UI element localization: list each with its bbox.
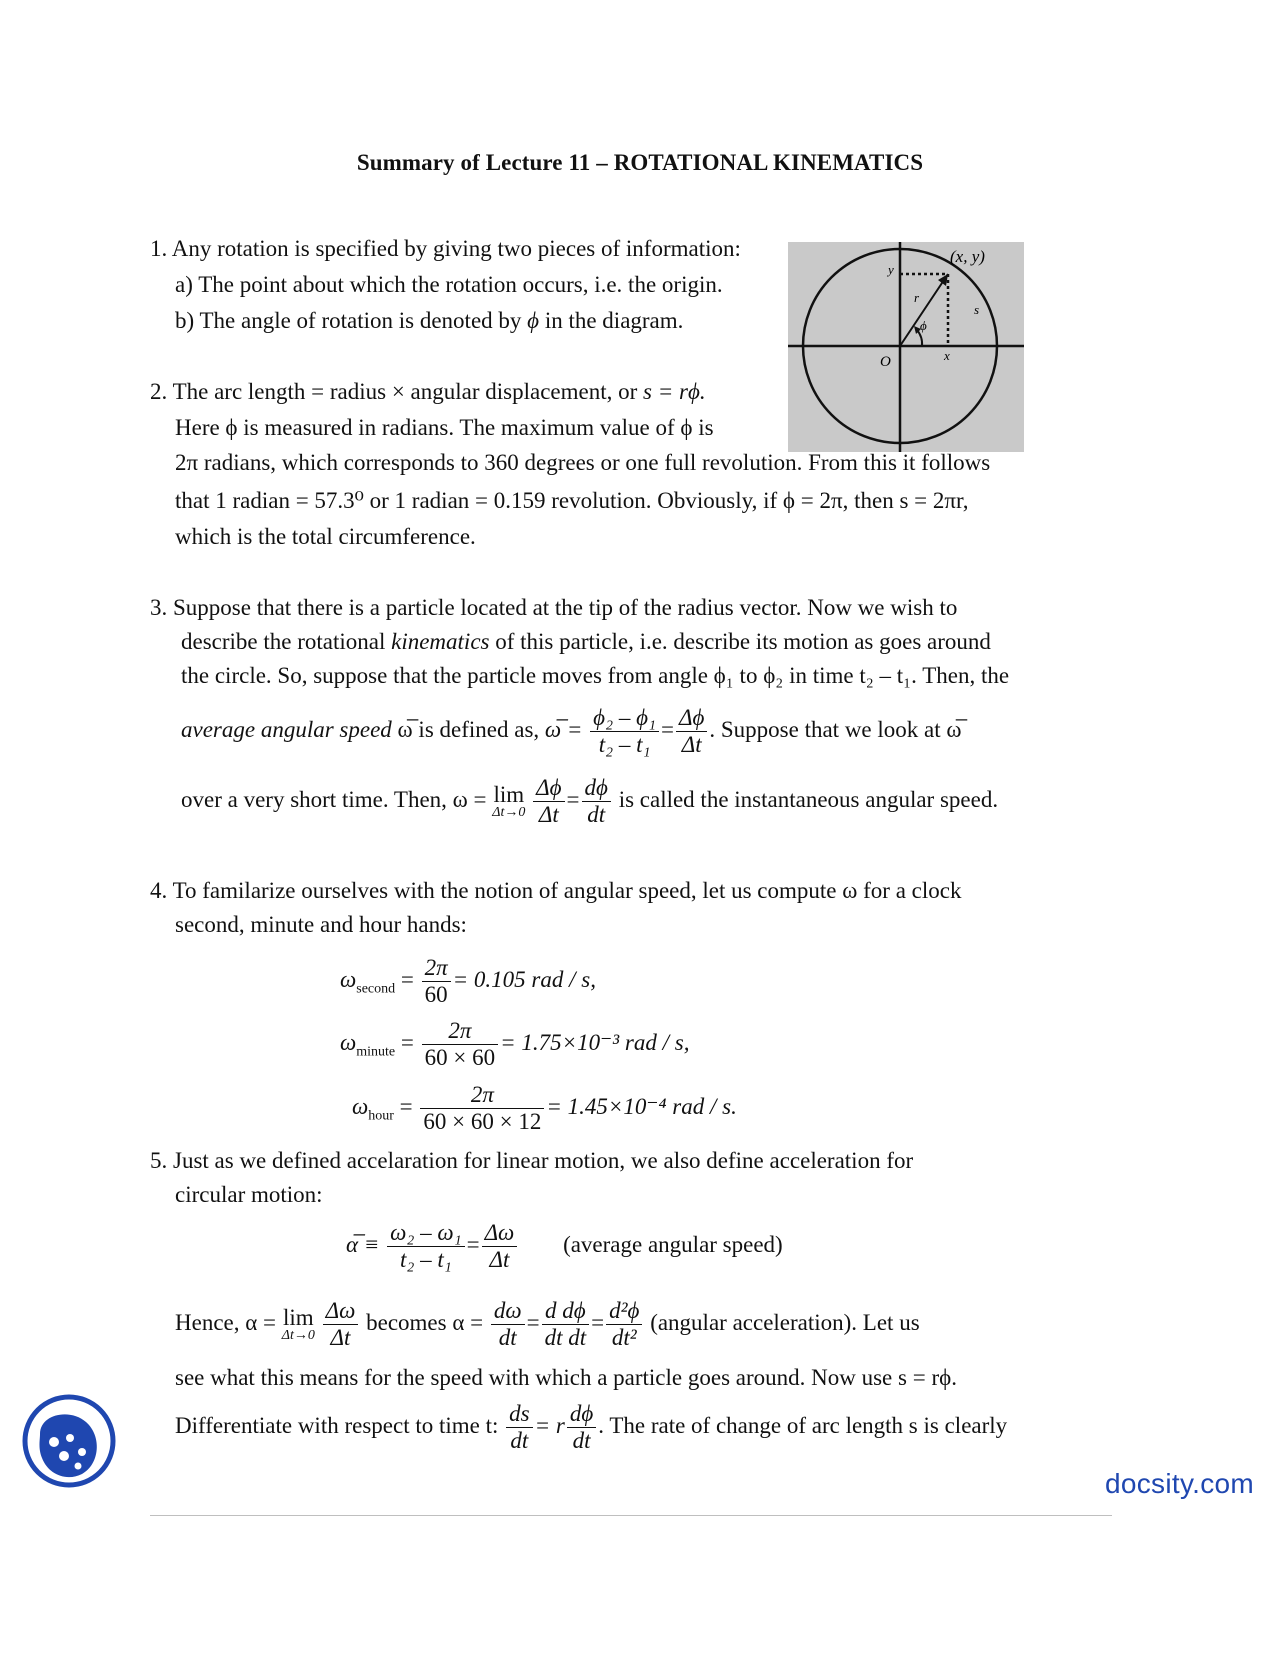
footer-divider [150, 1515, 1112, 1516]
avg-speed-fraction-1: $\frac{\text{ϕ₂ – ϕ₁}}{\text{t₂ – t₁}}$ [590, 705, 659, 758]
r-label: r [914, 290, 920, 305]
avg-acc-fraction-1: $\frac{\text{ω₂ – ω₁}}{\text{t₂ – t₁}}$ [387, 1220, 464, 1273]
angle-rate-fraction: $\frac{d\phi}{dt}$ [567, 1401, 596, 1454]
item2-line3: 2π radians, which corresponds to 360 degrees or one full revolution. From this it follows [175, 450, 991, 475]
s-label: s [974, 302, 980, 317]
item1-b: b) The angle of rotation is denoted by ϕ in the diagram. [175, 308, 684, 333]
angular-acceleration-line: Hence, α = lim Δt→0 $\frac{\Delta\omega}{\Delta t}$ becomes α = $\frac{d\omega}{dt}$ = $\frac{\text{d dϕ}}{\text{dt dt}}$ = $\frac{\text{d²ϕ}}{\text{dt²}}$ (angular acceleration). Let us [175, 1298, 920, 1351]
limit-operator-2: lim Δt→0 [281, 1304, 315, 1343]
item5-see-line: see what this means for the speed with which a particle goes around. Now use s = rϕ. [175, 1365, 957, 1390]
arc-rate-fraction: $\frac{ds}{dt}$ [506, 1401, 532, 1454]
page-title: Summary of Lecture 11 – ROTATIONAL KINEMATICS [356, 150, 924, 175]
omega-second-fraction: $\frac{2\pi}{60}$ [422, 955, 451, 1008]
acc-fraction-4: $\frac{\text{d²ϕ}}{\text{dt²}}$ [606, 1298, 642, 1351]
item3-line3: the circle. So, suppose that the particle moves from angle ϕ₁ to ϕ₂ in time t₂ – t₁. Then, the [181, 663, 1010, 688]
omega-minute-fraction: $\frac{2\pi}{60 \times 60}$ [422, 1018, 498, 1071]
item2-line2: Here ϕ is measured in radians. The maximum value of ϕ is [175, 415, 714, 440]
omega-minute-equation: $\omega_{minute}$ = $\frac{2\pi}{60 \times 60}$ = 1.75×10⁻³ rad / s, [340, 1018, 690, 1070]
avg-acceleration-equation: α̅ ≡ $\frac{\text{ω₂ – ω₁}}{\text{t₂ – t₁}}$ = $\frac{\Delta\omega}{\Delta t}$ (average angular speed) [346, 1220, 783, 1272]
rotation-diagram-svg [788, 242, 1024, 452]
item3-line4: average angular speed ω̅ is defined as, ω̅ = $\frac{\text{ϕ₂ – ϕ₁}}{\text{t₂ – t₁}}$ = $\frac{\Delta\phi}{\Delta t}$ . Suppose that we look at ω̅ [181, 705, 962, 758]
limit-operator: lim Δt→0 [492, 781, 526, 820]
item5-line2: circular motion: [175, 1182, 323, 1207]
x-label: x [944, 348, 950, 363]
docsity-logo-icon [22, 1394, 116, 1488]
acc-fraction-1: $\frac{\Delta\omega}{\Delta t}$ [323, 1298, 359, 1351]
radius-vector [900, 274, 948, 346]
item4-line1: 4. To familarize ourselves with the notion of angular speed, let us compute ω for a clock [150, 878, 962, 903]
avg-acc-fraction-2: $\frac{\Delta\omega}{\Delta t}$ [482, 1220, 518, 1273]
omega-hour-equation: $\omega_{hour}$ = $\frac{2\pi}{60 \times 60 \times 12}$ = 1.45×10⁻⁴ rad / s. [352, 1082, 737, 1134]
omega-second-equation: $\omega_{second}$ = $\frac{2\pi}{60}$ = 0.105 rad / s, [340, 955, 596, 1007]
inst-speed-fraction-1: $\frac{\Delta\phi}{\Delta t}$ [533, 775, 564, 828]
differentiate-line: Differentiate with respect to time t: $\frac{ds}{dt}$ = r $\frac{d\phi}{dt}$ . The rate of change of arc length s is clearly [175, 1401, 1008, 1454]
acc-fraction-2: $\frac{d\omega}{dt}$ [491, 1298, 525, 1351]
item5-line1: 5. Just as we defined accelaration for linear motion, we also define acceleration for [150, 1148, 914, 1173]
item2-line4: that 1 radian = 57.3⁰ or 1 radian = 0.159 revolution. Obviously, if ϕ = 2π, then s = 2πr, [175, 488, 969, 513]
origin-label: O [880, 354, 891, 370]
acc-fraction-3: $\frac{\text{d dϕ}}{\text{dt dt}}$ [542, 1298, 590, 1351]
radius-arrowhead [938, 274, 948, 286]
item2-line1: 2. The arc length = radius × angular displacement, or s = rϕ. [150, 379, 706, 404]
point-label: (x, y) [950, 247, 985, 266]
item3-line1: 3. Suppose that there is a particle located at the tip of the radius vector. Now we wish to [150, 595, 958, 620]
y-label: y [888, 262, 894, 277]
item3-line2: describe the rotational kinematics of this particle, i.e. describe its motion as goes around [181, 629, 991, 654]
item2-line5: which is the total circumference. [175, 524, 476, 549]
docsity-brand-link[interactable]: docsity.com [1105, 1468, 1255, 1499]
omega-hour-fraction: $\frac{2\pi}{60 \times 60 \times 12}$ [420, 1082, 544, 1135]
avg-speed-fraction-2: $\frac{\Delta\phi}{\Delta t}$ [676, 705, 707, 758]
item4-line2: second, minute and hour hands: [175, 912, 467, 937]
phi-label: ϕ [920, 318, 927, 333]
item1-a: a) The point about which the rotation occurs, i.e. the origin. [175, 272, 723, 297]
item3-line5: over a very short time. Then, ω = lim Δt→0 $\frac{\Delta\phi}{\Delta t}$ = $\frac{d\phi}{dt}$ is called the instantaneous angular speed. [181, 775, 999, 828]
item1-text: 1. Any rotation is specified by giving two pieces of information: [150, 236, 741, 261]
inst-speed-fraction-2: $\frac{d\phi}{dt}$ [582, 775, 611, 828]
rotation-diagram [788, 242, 1024, 452]
